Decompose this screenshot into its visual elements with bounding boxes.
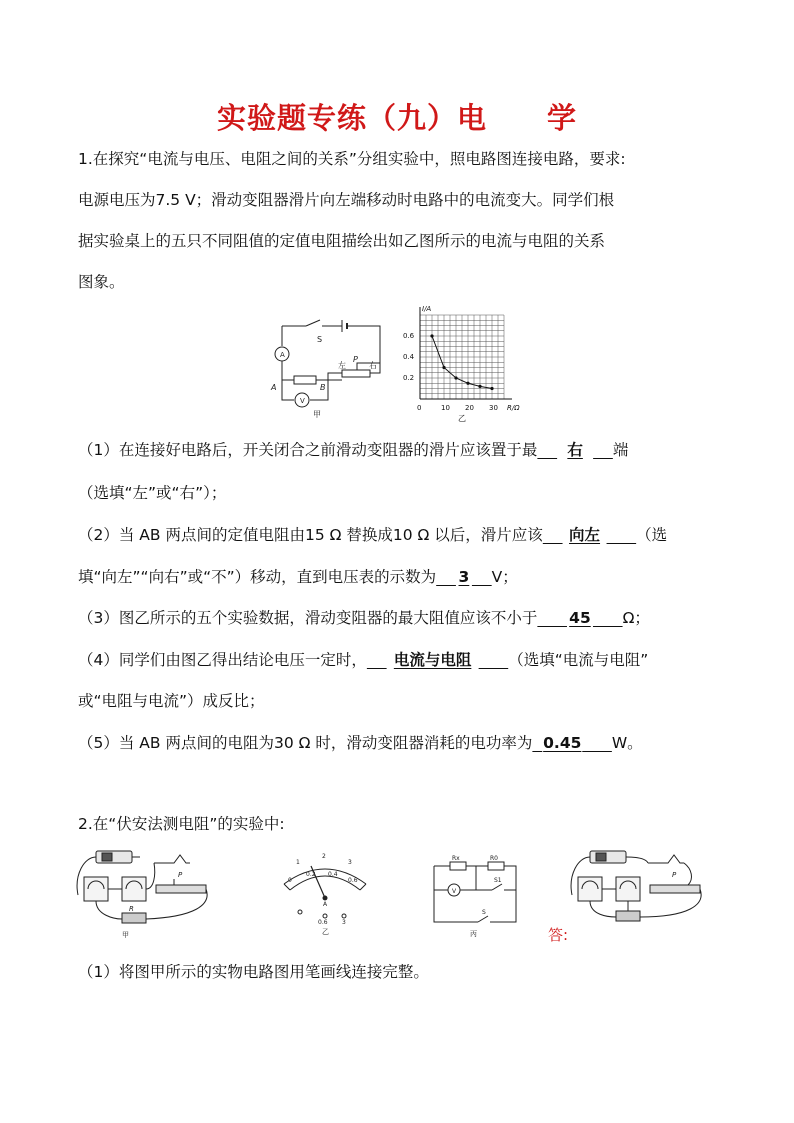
x-axis-label: R/Ω (507, 404, 520, 412)
y-tick-label: 0.2 (403, 374, 415, 382)
resistor-rx-icon (616, 911, 640, 921)
fixed-resistor-icon (294, 376, 316, 384)
q1-sub1 (78, 438, 628, 460)
svg-text:0.6: 0.6 (318, 919, 328, 926)
data-point (430, 334, 433, 337)
label-node-b: B (320, 383, 326, 392)
svg-text:0.6: 0.6 (348, 877, 358, 884)
data-point (466, 382, 469, 385)
q1-sub4-post: （选填“电流与电阻” (508, 651, 649, 669)
q1-sub5-answer: 0.45 (543, 734, 582, 752)
svg-text:S1: S1 (494, 877, 502, 884)
q1-sub2-hint (78, 565, 518, 587)
q2-answer-figure (568, 845, 708, 930)
label-right: 右 (369, 361, 377, 370)
q1-sub3-text: （3）图乙所示的五个实验数据，滑动变阻器的最大阻值应该不小于 (78, 609, 538, 627)
data-point (490, 387, 493, 390)
q1-line-2: 电源电压为7.5 V；滑动变阻器滑片向左端移动时电路中的电流变大。同学们根 (78, 191, 615, 209)
q2-caption-bing: 丙 (470, 930, 477, 937)
q1-sub1-hint: （选填“左”或“右”）； (78, 484, 227, 502)
q1-sub2b-answer: 3 (458, 568, 470, 586)
rheostat-icon (342, 370, 370, 377)
resistor-rx-icon (450, 862, 466, 870)
data-point (478, 385, 481, 388)
q1-sub3 (78, 606, 650, 628)
q1-sub2 (78, 523, 667, 545)
svg-text:0.2: 0.2 (306, 871, 316, 878)
svg-text:R: R (129, 905, 134, 913)
page-title: 实验题专练（九）电 学 (216, 101, 577, 135)
rheostat-icon (650, 885, 700, 893)
q2-caption-jia: 甲 (122, 931, 129, 939)
svg-text:3: 3 (342, 919, 346, 926)
y-tick-label: 0.6 (403, 332, 415, 340)
resistor-r0-icon (488, 862, 504, 870)
q1-sub2-answer: 向左 (569, 526, 601, 544)
q1-sub4 (78, 648, 648, 670)
x-tick-label: 10 (441, 404, 450, 412)
svg-text:P: P (178, 871, 183, 879)
caption-yi: 乙 (458, 414, 466, 423)
y-axis-label: I/A (422, 305, 432, 313)
svg-text:S: S (482, 909, 486, 916)
data-point (454, 376, 457, 379)
q2-sub1: （1）将图甲所示的实物电路图用笔画线连接完整。 (78, 963, 429, 981)
y-tick-label: 0.4 (403, 353, 415, 361)
q1-sub5-post: W。 (611, 734, 643, 752)
label-switch-s: S (317, 335, 323, 344)
data-point (442, 366, 445, 369)
q1-sub4-text: （4）同学们由图乙得出结论电压一定时， (78, 651, 367, 669)
battery-icon (96, 851, 132, 863)
rheostat-icon (156, 885, 206, 893)
q1-sub4-answer: 电流与电阻 (393, 651, 472, 669)
svg-text:R0: R0 (490, 855, 498, 862)
q2-caption-yi: 乙 (322, 928, 329, 935)
q1-line-3: 据实验桌上的五只不同阻值的定值电阻描绘出如乙图所示的电流与电阻的关系 (78, 232, 606, 250)
label-left: 左 (338, 361, 346, 370)
q1-sub2-post: （选 (636, 526, 668, 544)
circuit-diagram-jia (262, 318, 392, 418)
answer-label: 答: (548, 926, 569, 944)
svg-text:A: A (280, 351, 285, 359)
svg-text:Rx: Rx (452, 855, 460, 862)
label-slider-p: P (353, 355, 358, 364)
svg-text:0.4: 0.4 (328, 871, 338, 878)
switch-s1-icon (492, 884, 502, 890)
x-tick-label: 0 (417, 404, 422, 412)
svg-text:1: 1 (296, 859, 300, 866)
x-tick-label: 30 (489, 404, 498, 412)
svg-text:2: 2 (322, 853, 326, 860)
q1-line-4: 图象。 (78, 273, 125, 291)
q2-figure-jia (74, 845, 214, 940)
q1-sub2b-text: 填“向左”“向右”或“不”）移动，直到电压表的示数为 (78, 568, 437, 586)
label-node-a: A (271, 383, 277, 392)
q1-line-1: 1.在探究“电流与电压、电阻之间的关系”分组实验中，照电路图连接电路，要求: (78, 150, 626, 168)
q1-sub3-answer: 45 (569, 609, 591, 627)
svg-text:A: A (323, 901, 328, 908)
svg-text:0: 0 (288, 877, 292, 884)
svg-text:3: 3 (348, 859, 352, 866)
q1-sub2-text: （2）当 AB 两点间的定值电阻由15 Ω 替换成10 Ω 以后，滑片应该 (78, 526, 543, 544)
q1-sub4-hint: 或“电阻与电流”）成反比； (78, 692, 265, 710)
q2-figure-bing (428, 852, 523, 937)
x-tick-label: 20 (465, 404, 474, 412)
svg-text:V: V (452, 888, 457, 895)
svg-text:V: V (300, 397, 305, 405)
switch-s-icon (478, 916, 488, 922)
q1-sub1-answer: 右 (567, 441, 583, 459)
svg-text:P: P (672, 871, 677, 879)
q1-sub3-post: Ω； (622, 609, 650, 627)
switch-s-icon (306, 320, 320, 326)
q1-sub2b-post: V； (491, 568, 518, 586)
graph-yi (398, 303, 530, 425)
caption-jia: 甲 (313, 410, 321, 418)
q2-line-1: 2.在“伏安法测电阻”的实验中: (78, 815, 285, 833)
q1-sub1-text: （1）在连接好电路后，开关闭合之前滑动变阻器的滑片应该置于最 (78, 441, 538, 459)
battery-icon (590, 851, 626, 863)
q1-sub5 (78, 731, 643, 753)
q1-sub5-text: （5）当 AB 两点间的电阻为30 Ω 时，滑动变阻器消耗的电功率为 (78, 734, 533, 752)
switch-icon (648, 855, 684, 863)
switch-icon (154, 855, 190, 863)
q2-figure-yi (278, 850, 373, 935)
resistor-rx-icon (122, 913, 146, 923)
q1-sub1-post: 端 (612, 441, 629, 459)
